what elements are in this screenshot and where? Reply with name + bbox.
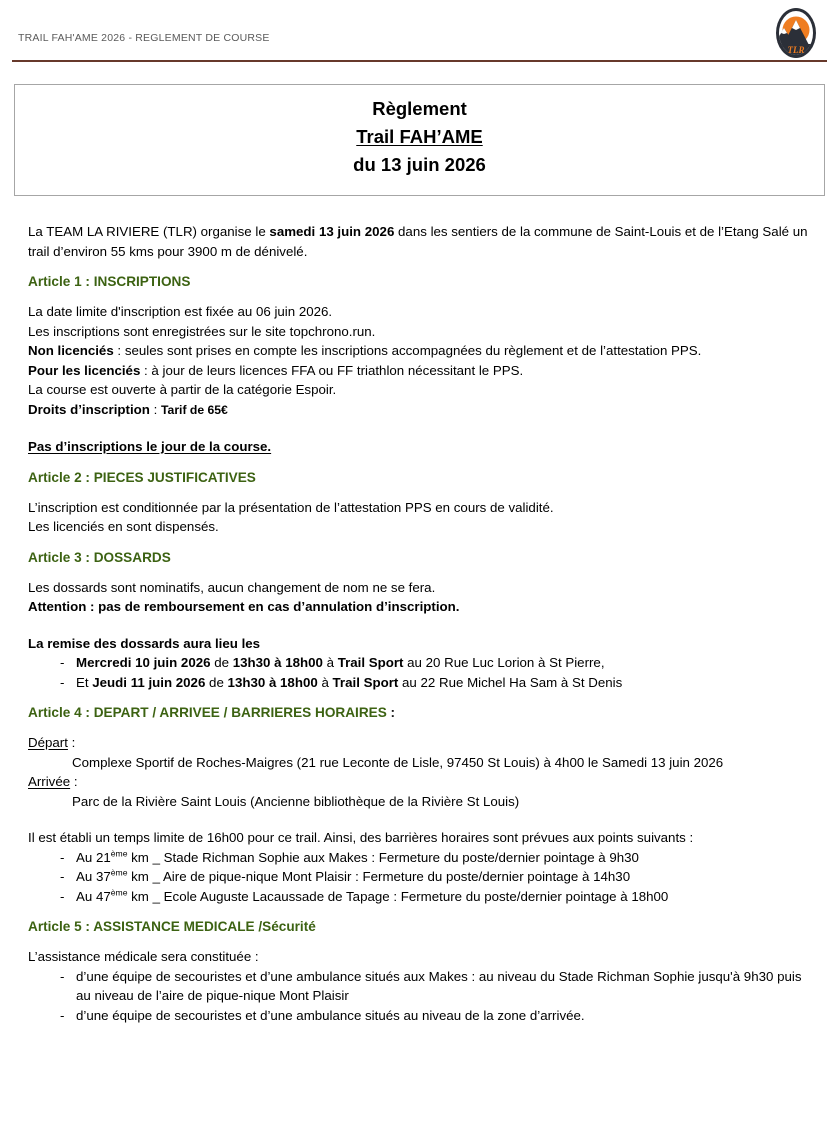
barrier-2-pre: Au 47: [76, 888, 111, 904]
article-1-non-licencies: [28, 341, 811, 361]
pickup-1-address: au 22 Rue Michel Ha Sam à St Denis: [398, 674, 623, 690]
article-5-intro: L’assistance médicale sera constituée :: [28, 949, 259, 964]
article-1-licencies: [28, 361, 811, 381]
article-5-heading: Article 5 : ASSISTANCE MEDICALE /Sécurité: [28, 919, 316, 934]
article-1-line-1: La date limite d'inscription est fixée au 06 juin 2026.: [28, 304, 333, 319]
pickup-1-mid1: de: [205, 674, 228, 690]
pickup-1-pre: Et: [76, 674, 93, 690]
header-divider: [12, 60, 827, 62]
logo-text: TLR: [787, 45, 805, 55]
barrier-0-ordinal: ème: [110, 848, 128, 859]
list-item: [58, 887, 811, 907]
team-la-riviere-logo: [769, 6, 823, 60]
non-licencies-label: Non licenciés: [28, 343, 114, 358]
intro-text-1: La TEAM LA RIVIERE (TLR) organise le: [28, 224, 270, 239]
article-2-line-2: Les licenciés en sont dispensés.: [28, 519, 219, 534]
arrivee-value: Parc de la Rivière Saint Louis (Ancienne bibliothèque de la Rivière St Louis): [72, 793, 520, 809]
dossard-pickup-list: [28, 653, 811, 692]
list-item: - d’une équipe de secouristes et d’une ambulance situés au niveau de la zone d’arrivée.: [58, 1006, 811, 1026]
article-4-heading: [28, 703, 811, 722]
barrier-0-post: km _ Stade Richman Sophie aux Makes : Fermeture du poste/dernier pointage à 9h30: [127, 849, 639, 865]
pickup-0-shop: Trail Sport: [337, 655, 404, 670]
page-header: [0, 0, 839, 62]
document-title-box: [14, 84, 825, 196]
non-licencies-text: : seules sont prises en compte les inscriptions accompagnées du règlement et de l’attestation PPS.: [113, 343, 702, 358]
pickup-0-address: au 20 Rue Luc Lorion à St Pierre,: [403, 655, 605, 670]
barrier-0-pre: Au 21: [76, 849, 111, 865]
licencies-text: : à jour de leurs licences FFA ou FF triathlon nécessitant le PPS.: [140, 362, 524, 378]
depart-label-row: [28, 733, 811, 753]
article-4-heading-text: Article 4 : DEPART / ARRIVEE / BARRIERES HORAIRES: [28, 705, 387, 720]
document-body: [14, 196, 825, 1025]
medical-assistance-list: [28, 967, 811, 1026]
header-title: TRAIL FAH'AME 2026 - REGLEMENT DE COURSE: [18, 32, 270, 44]
title-line-date: du 13 juin 2026: [353, 154, 486, 175]
droits-tarif: Tarif de 65€: [161, 402, 228, 417]
licencies-label: Pour les licenciés: [28, 362, 141, 378]
pickup-0-mid1: de: [210, 655, 233, 670]
article-1-droits: [28, 400, 811, 421]
list-item: [58, 867, 811, 887]
arrivee-label-row: [28, 772, 811, 792]
barrier-1-pre: Au 37: [76, 869, 111, 884]
time-limit-line: Il est établi un temps limite de 16h00 pour ce trail. Ainsi, des barrières horaires sont prévues aux points suivants :: [28, 830, 694, 845]
pickup-1-shop: Trail Sport: [332, 674, 399, 690]
article-3-heading: Article 3 : DOSSARDS: [28, 549, 171, 565]
depart-colon: :: [67, 735, 76, 750]
barrier-1-post: km _ Aire de pique-nique Mont Plaisir : Fermeture du poste/dernier pointage à 14h30: [127, 869, 631, 884]
arrivee-label: Arrivée: [28, 774, 71, 789]
depart-value: Complexe Sportif de Roches-Maigres (21 rue Leconte de Lisle, 97450 St Louis) à 4h00 le Samedi 13 juin 2026: [72, 754, 724, 770]
droits-colon: :: [149, 401, 161, 417]
pickup-1-hours: 13h30 à 18h00: [227, 674, 318, 690]
droits-label: Droits d’inscription: [28, 401, 150, 417]
article-2-heading: Article 2 : PIECES JUSTIFICATIVES: [28, 469, 256, 485]
dossard-pickup-title: La remise des dossards aura lieu les: [28, 635, 261, 651]
pickup-1-mid2: à: [317, 674, 333, 690]
article-1-categorie: La course est ouverte à partir de la catégorie Espoir.: [28, 382, 337, 397]
list-item: - d’une équipe de secouristes et d’une ambulance situés aux Makes : au niveau du Stade Richman Sophie jusqu'à 9h30 puis au niveau de l’aire de pique-nique Mont Plaisir: [58, 967, 811, 1006]
barrier-1-ordinal: ème: [110, 867, 128, 878]
pickup-0-day: Mercredi 10 juin 2026: [76, 655, 211, 670]
article-2-line-1: L’inscription est conditionnée par la présentation de l’attestation PPS en cours de validité.: [28, 499, 554, 515]
arrivee-colon: :: [70, 774, 78, 789]
title-line-event: Trail FAH’AME: [356, 126, 483, 147]
pickup-1-day: Jeudi 11 juin 2026: [92, 674, 206, 690]
list-item: [58, 673, 811, 693]
article-3-line-1: Les dossards sont nominatifs, aucun changement de nom ne se fera.: [28, 579, 436, 595]
article-1-heading: Article 1 : INSCRIPTIONS: [28, 274, 191, 289]
barrier-2-ordinal: ème: [110, 887, 128, 898]
no-registration-raceday-notice: Pas d’inscriptions le jour de la course.: [28, 439, 272, 454]
depart-label: Départ: [28, 735, 68, 750]
title-line-reglement: Règlement: [372, 98, 467, 119]
article-1-line-2: Les inscriptions sont enregistrées sur le site topchrono.run.: [28, 323, 376, 339]
pickup-0-hours: 13h30 à 18h00: [232, 655, 323, 670]
pickup-0-mid2: à: [322, 655, 338, 670]
article-3-attention: Attention : pas de remboursement en cas d’annulation d’inscription.: [28, 599, 460, 614]
intro-date-bold: samedi 13 juin 2026: [269, 224, 395, 239]
intro-paragraph: [28, 222, 811, 261]
article-4-heading-colon: :: [386, 705, 396, 720]
list-item: [58, 848, 811, 868]
list-item: [58, 653, 811, 673]
barrier-2-post: km _ Ecole Auguste Lacaussade de Tapage : Fermeture du poste/dernier pointage à 18h00: [127, 888, 669, 904]
barriers-list: [28, 848, 811, 907]
intro-text-2: dans les sentiers de la commune de Saint-Louis et de l’Etang Salé un trail d’environ 55 kms pour 3900 m de dénivelé.: [28, 224, 808, 259]
